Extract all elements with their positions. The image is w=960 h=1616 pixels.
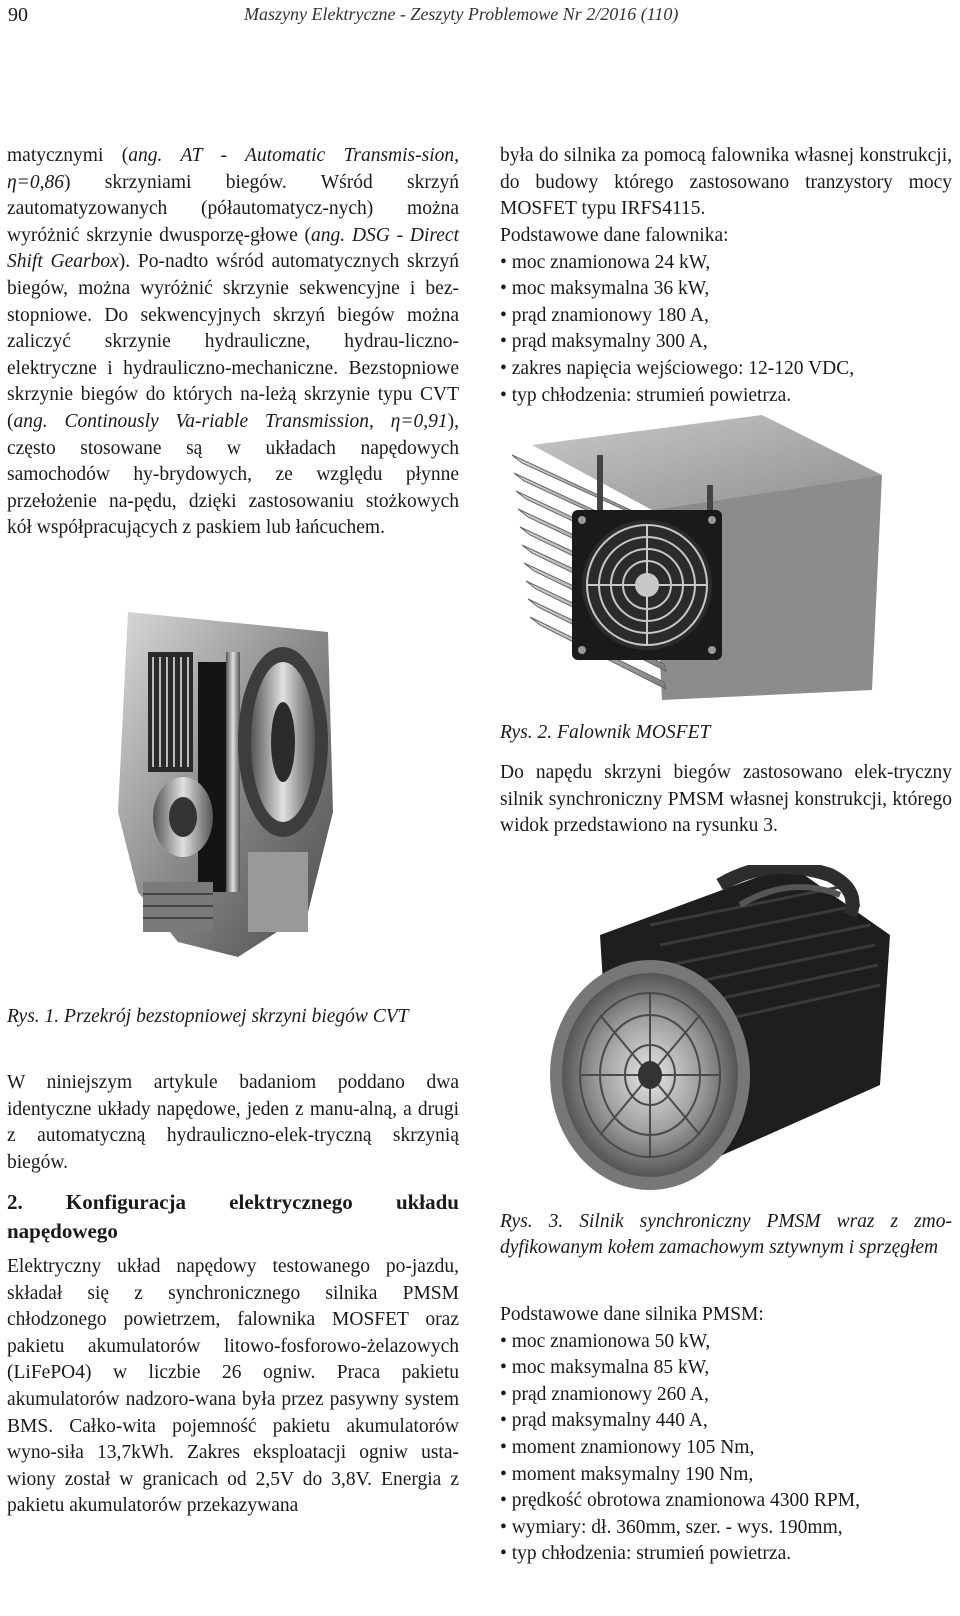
list-item: • prąd maksymalny 300 A,	[500, 329, 952, 356]
list-item: • moc znamionowa 50 kW,	[500, 1329, 952, 1356]
right-paragraph-1: była do silnika za pomocą falownika własnej konstrukcji, do budowy którego zastosowano tranzystory mocy MOSFET typu IRFS4115.	[500, 145, 952, 220]
list-item: • zakres napięcia wejściowego: 12-120 VDC,	[500, 356, 952, 383]
section-heading: 2. Konfiguracja elektrycznego układu napędowego	[7, 1190, 459, 1243]
motor-specs-intro: Podstawowe dane silnika PMSM:	[500, 1304, 764, 1325]
mosfet-inverter-figure	[512, 415, 887, 705]
motor-specs-list	[500, 1329, 952, 1568]
figure-3-caption: Rys. 3. Silnik synchroniczny PMSM wraz z zmo-dyfikowanym kołem zamachowym sztywnym i sprzęgłem	[500, 1211, 952, 1258]
list-item: • moc maksymalna 85 kW,	[500, 1355, 952, 1382]
journal-title: Maszyny Elektryczne - Zeszyty Problemowe Nr 2/2016 (110)	[244, 4, 679, 24]
list-item: • typ chłodzenia: strumień powietrza.	[500, 1541, 952, 1568]
list-item: • prąd znamionowy 260 A,	[500, 1382, 952, 1409]
pmsm-motor-figure	[550, 865, 895, 1195]
inverter-specs-intro: Podstawowe dane falownika:	[500, 225, 729, 246]
list-item: • wymiary: dł. 360mm, szer. - wys. 190mm,	[500, 1515, 952, 1542]
list-item: • prąd maksymalny 440 A,	[500, 1408, 952, 1435]
list-item: • moment maksymalny 190 Nm,	[500, 1462, 952, 1489]
list-item: • moc maksymalna 36 kW,	[500, 276, 952, 303]
page-number: 90	[8, 4, 28, 26]
left-paragraph-2: W niniejszym artykule badaniom poddano dwa identyczne układy napędowe, jeden z manu-alną, a drugi z automatyczną hydrauliczno-elek-tryczną skrzynią biegów.	[7, 1072, 459, 1173]
motor-specs-block	[500, 1302, 952, 1568]
list-item: • prąd znamionowy 180 A,	[500, 303, 952, 330]
page-header	[0, 0, 960, 36]
left-paragraph-3: Elektryczny układ napędowy testowanego po-jazdu, składał się z synchronicznego silnika PMSM chłodzonego powietrzem, falownika MOSFET oraz pakietu akumulatorów litowo-fosforowo-żelazowych (LiFePO4) w liczbie 26 ogniw. Praca pakietu akumulatorów nadzoro-wana była przez pasywny system BMS. Całko-wita pojemność pakietu akumulatorów wyno-siła 13,7kWh. Zakres eksploatacji ogniw usta-wiony został w granicach od 2,5V do 3,8V. Energia z pakietu akumulatorów przekazywana	[7, 1256, 459, 1517]
inverter-specs-list	[500, 250, 952, 410]
inverter-specs-block	[500, 223, 952, 409]
list-item: • moc znamionowa 24 kW,	[500, 250, 952, 277]
list-item: • typ chłodzenia: strumień powietrza.	[500, 383, 952, 410]
figure-1-caption: Rys. 1. Przekrój bezstopniowej skrzyni biegów CVT	[7, 1006, 409, 1027]
figure-2-caption: Rys. 2. Falownik MOSFET	[500, 722, 711, 743]
cvt-cross-section-figure	[118, 612, 333, 972]
list-item: • prędkość obrotowa znamionowa 4300 RPM,	[500, 1488, 952, 1515]
right-paragraph-2: Do napędu skrzyni biegów zastosowano elek-tryczny silnik synchroniczny PMSM własnej konstrukcji, którego widok przedstawiono na rysunku 3.	[500, 762, 952, 837]
left-paragraph-1: matycznymi (ang. AT - Automatic Transmis-sion, η=0,86) skrzyniami biegów. Wśród skrzyń zautomatyzowanych (półautomatycz-nych) można wyróżnić skrzynie dwusporzę-głowe (ang. DSG - Direct Shift Gearbox). Po-nadto wśród automatycznych skrzyń biegów, można wyróżnić skrzynie sekwencyjne i bez-stopniowe. Do sekwencyjnych skrzyń biegów można zaliczyć skrzynie hydrauliczne, hydrau-liczno-elektryczne i hydrauliczno-mechaniczne. Bezstopniowe skrzynie biegów do których na-leżą skrzynie typu CVT (ang. Continously Va-riable Transmission, η=0,91), często stosowane są w układach napędowych samochodów hy-brydowych, ze względu płynne przełożenie na-pędu, dzięki zastosowaniu stożkowych kół współpracujących z paskiem lub łańcuchem.	[7, 145, 459, 539]
list-item: • moment znamionowy 105 Nm,	[500, 1435, 952, 1462]
